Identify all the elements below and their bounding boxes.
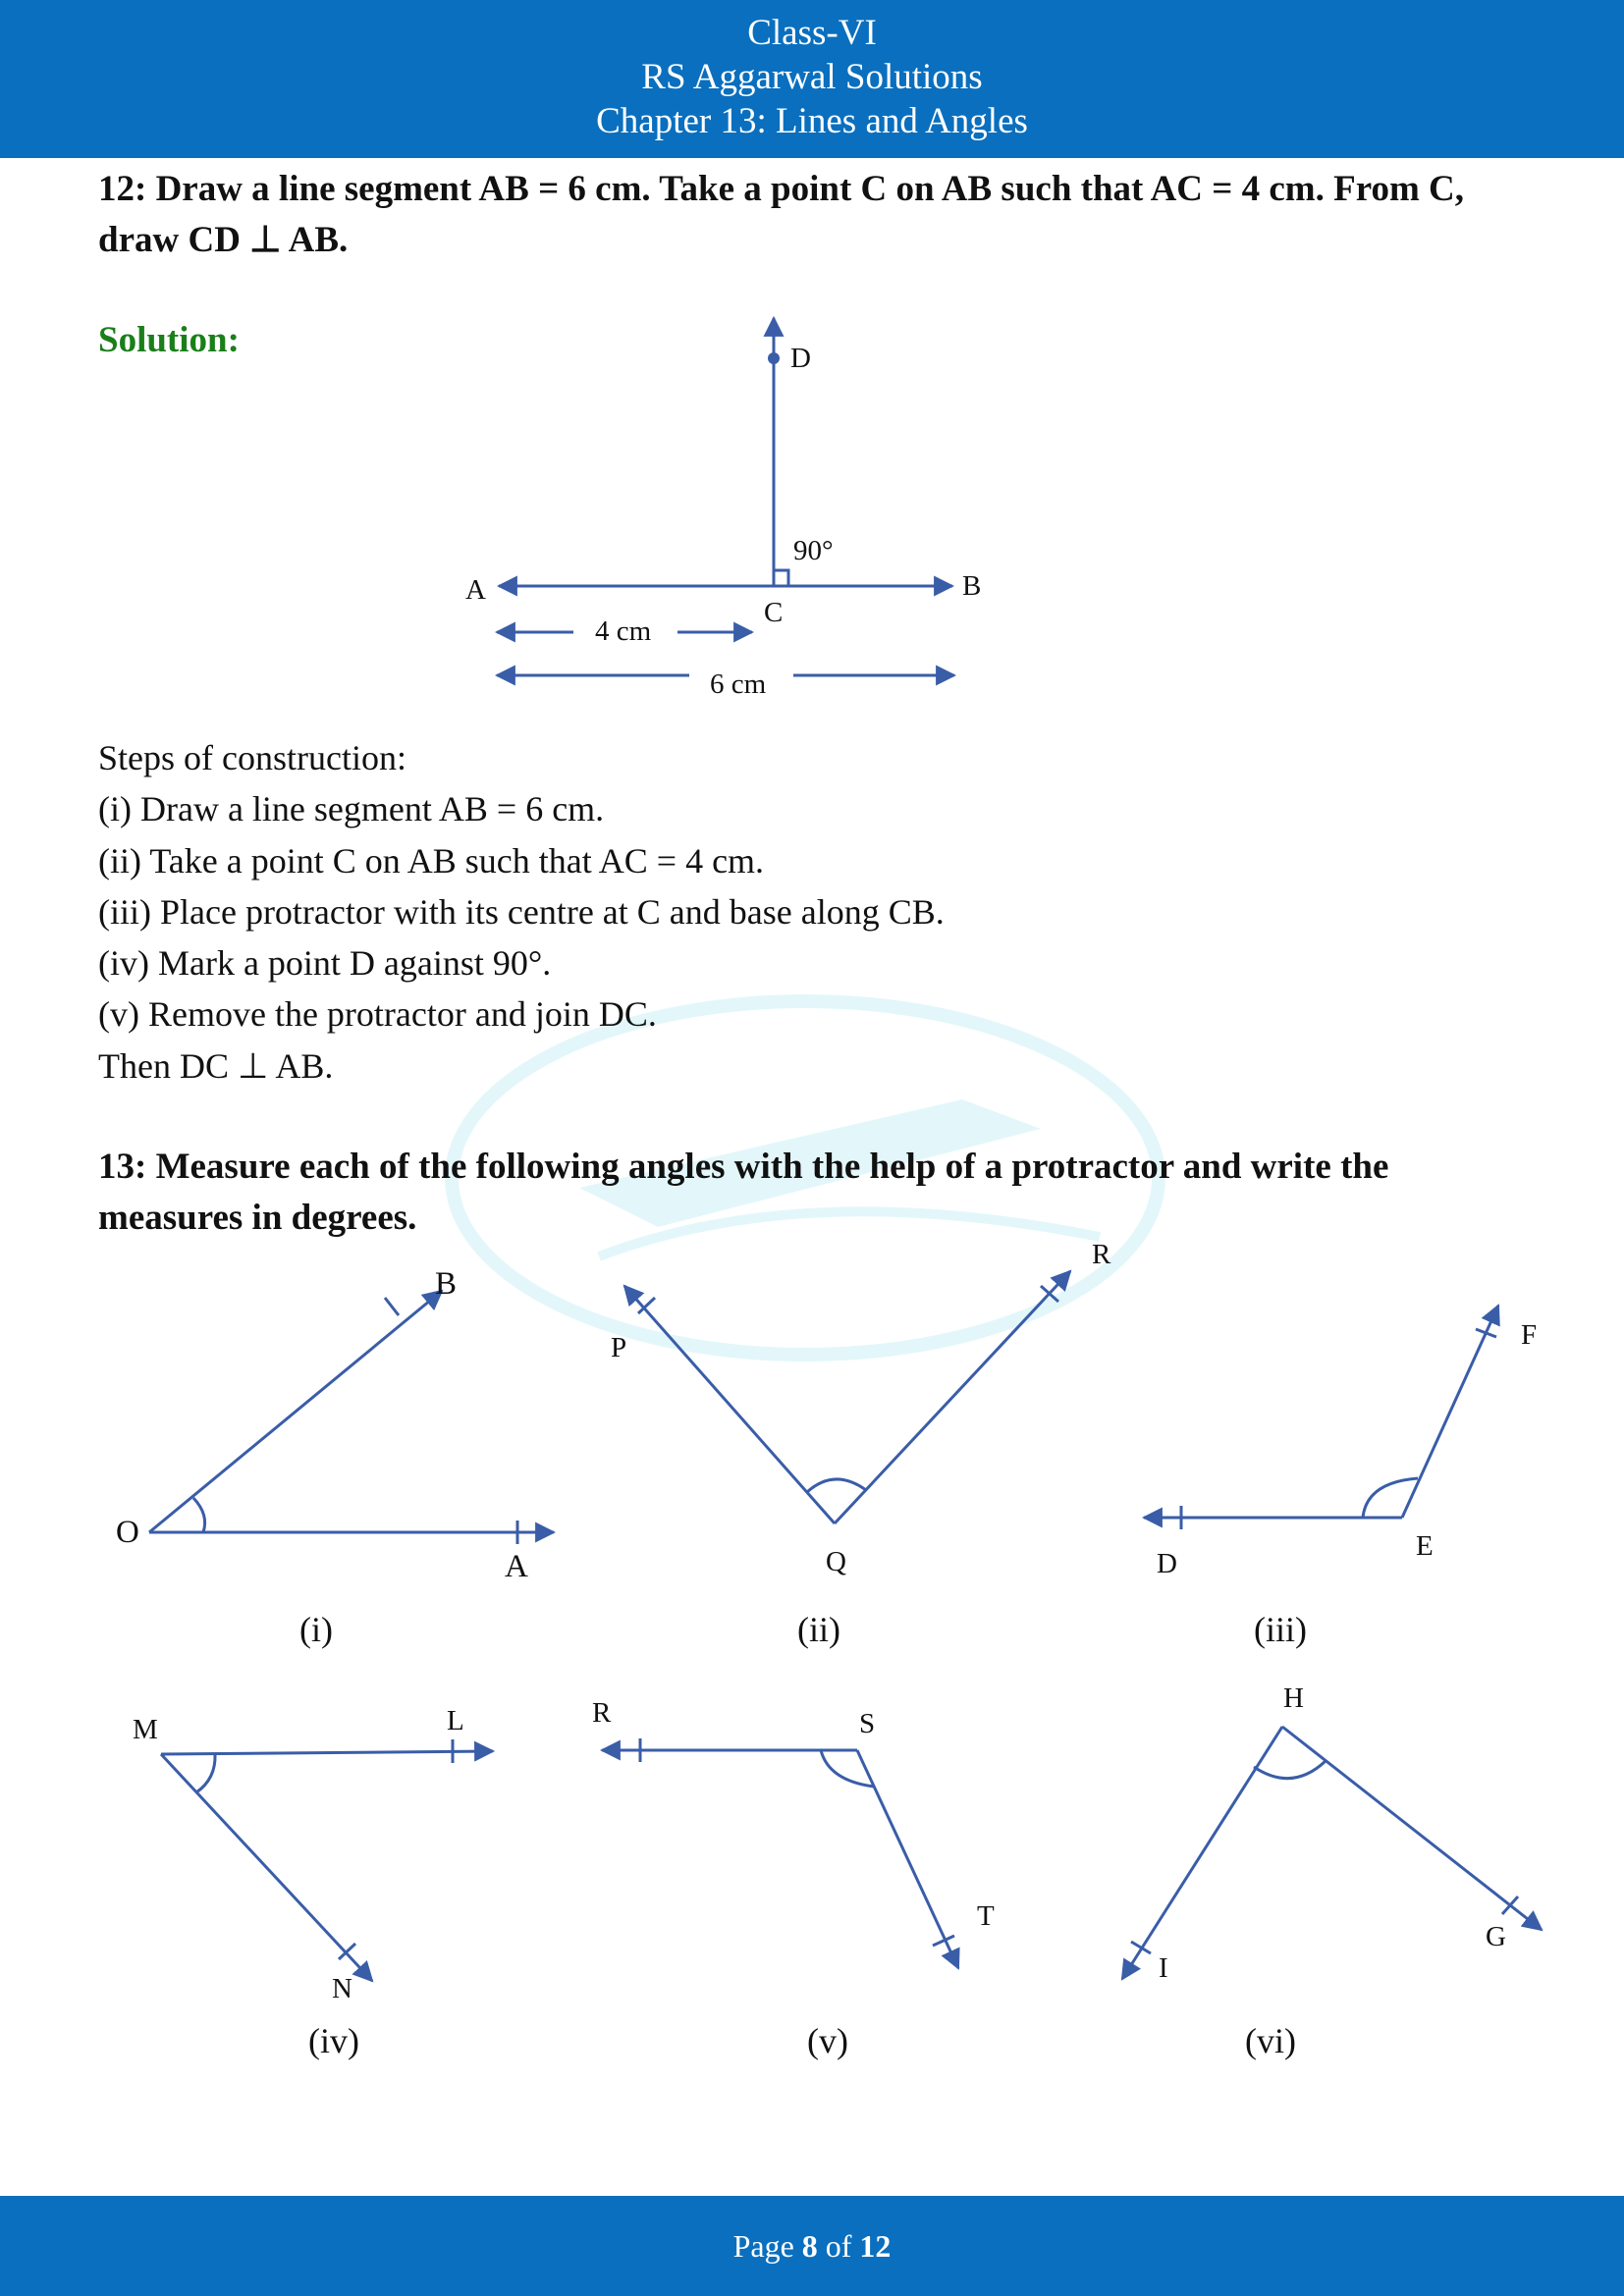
- angle-1-label-arm1: B: [435, 1266, 458, 1302]
- step-3: (iii) Place protractor with its centre at C and base along CB.: [98, 891, 945, 932]
- angle-3-label-arm1: F: [1521, 1319, 1538, 1351]
- steps-conclusion: Then DC ⊥ AB.: [98, 1045, 334, 1086]
- label-b: B: [962, 570, 982, 602]
- figure-angles: [0, 1227, 1624, 2061]
- angle-2-label-vertex: Q: [826, 1546, 846, 1577]
- angle-4-arm-mn: [161, 1754, 372, 1981]
- construction-steps: [98, 732, 1473, 1092]
- point-d: [768, 352, 780, 364]
- angle-2-arm-qr: [835, 1271, 1070, 1523]
- angle-1-label-vertex: O: [116, 1515, 139, 1550]
- label-c: C: [764, 597, 784, 628]
- angle-2-label-arm2: R: [1092, 1239, 1111, 1270]
- angle-1-arc: [193, 1498, 205, 1532]
- angle-1-caption: (i): [299, 1610, 333, 1649]
- header-book: RS Aggarwal Solutions: [641, 57, 983, 97]
- label-d: D: [790, 343, 811, 374]
- angle-6-label-arm2: I: [1159, 1952, 1168, 1984]
- step-4: (iv) Mark a point D against 90°.: [98, 943, 552, 984]
- label-ab-length: 6 cm: [710, 668, 767, 700]
- angle-4-label-arm2: N: [332, 1973, 352, 2004]
- header-chapter: Chapter 13: Lines and Angles: [596, 101, 1028, 141]
- step-2: (ii) Take a point C on AB such that AC = 4 cm.: [98, 840, 765, 881]
- angle-6-caption: (vi): [1245, 2021, 1296, 2060]
- angle-4-label-arm1: L: [447, 1705, 464, 1736]
- angle-4-arm-ml: [161, 1751, 493, 1754]
- question-12-line2: draw CD ⊥ AB.: [98, 220, 349, 260]
- solution-label: Solution:: [98, 320, 240, 360]
- figure-perpendicular-construction: [0, 0, 1624, 746]
- angle-6-label-arm1: G: [1486, 1921, 1506, 1952]
- angle-5-caption: (v): [807, 2021, 848, 2060]
- steps-title: Steps of construction:: [98, 738, 406, 777]
- angle-6-arm-hg: [1282, 1727, 1542, 1930]
- question-13-line2: measures in degrees.: [98, 1198, 417, 1238]
- page-footer: [0, 2196, 1624, 2296]
- footer-page-total: 12: [859, 2228, 892, 2264]
- step-5: (v) Remove the protractor and join DC.: [98, 994, 657, 1035]
- angle-2-arm-qp: [624, 1286, 835, 1523]
- angle-1-label-arm2: A: [505, 1549, 528, 1584]
- angle-3-label-arm2: D: [1157, 1548, 1177, 1579]
- angle-5-arm-st: [857, 1750, 958, 1968]
- footer-sep: of: [825, 2228, 852, 2264]
- angle-3-label-vertex: E: [1416, 1530, 1434, 1562]
- angle-2-label-arm1: P: [611, 1332, 627, 1363]
- angle-2-arc: [807, 1479, 866, 1492]
- header-class: Class-VI: [747, 13, 877, 53]
- footer-prefix: Page: [732, 2228, 794, 2264]
- label-angle: 90°: [793, 535, 834, 566]
- step-1: (i) Draw a line segment AB = 6 cm.: [98, 789, 605, 829]
- question-12-line1: 12: Draw a line segment AB = 6 cm. Take a point C on AB such that AC = 4 cm. From C,: [98, 169, 1464, 209]
- angle-3-arm-ef: [1402, 1306, 1498, 1518]
- label-ac-length: 4 cm: [595, 615, 652, 647]
- angle-2-caption: (ii): [797, 1610, 840, 1649]
- footer-page-number: 8: [801, 2228, 818, 2264]
- angle-4-arc: [196, 1754, 215, 1792]
- angle-5-label-arm2: T: [977, 1900, 995, 1932]
- angle-6-arc: [1254, 1761, 1326, 1779]
- angle-5-label-vertex: S: [859, 1708, 876, 1739]
- angle-1-arm-ob: [149, 1291, 442, 1532]
- angle-3-caption: (iii): [1254, 1610, 1307, 1649]
- right-angle-mark: [774, 570, 788, 586]
- label-a: A: [465, 574, 486, 606]
- angle-6-arm-hi: [1122, 1727, 1282, 1979]
- angle-1-tick-b: [385, 1298, 399, 1315]
- angle-6-label-vertex: H: [1283, 1682, 1304, 1714]
- question-13-line1: 13: Measure each of the following angles with the help of a protractor and write the: [98, 1147, 1389, 1187]
- angle-5-label-arm1: R: [592, 1697, 612, 1729]
- angle-4-caption: (iv): [308, 2021, 359, 2060]
- angle-4-label-vertex: M: [133, 1714, 158, 1745]
